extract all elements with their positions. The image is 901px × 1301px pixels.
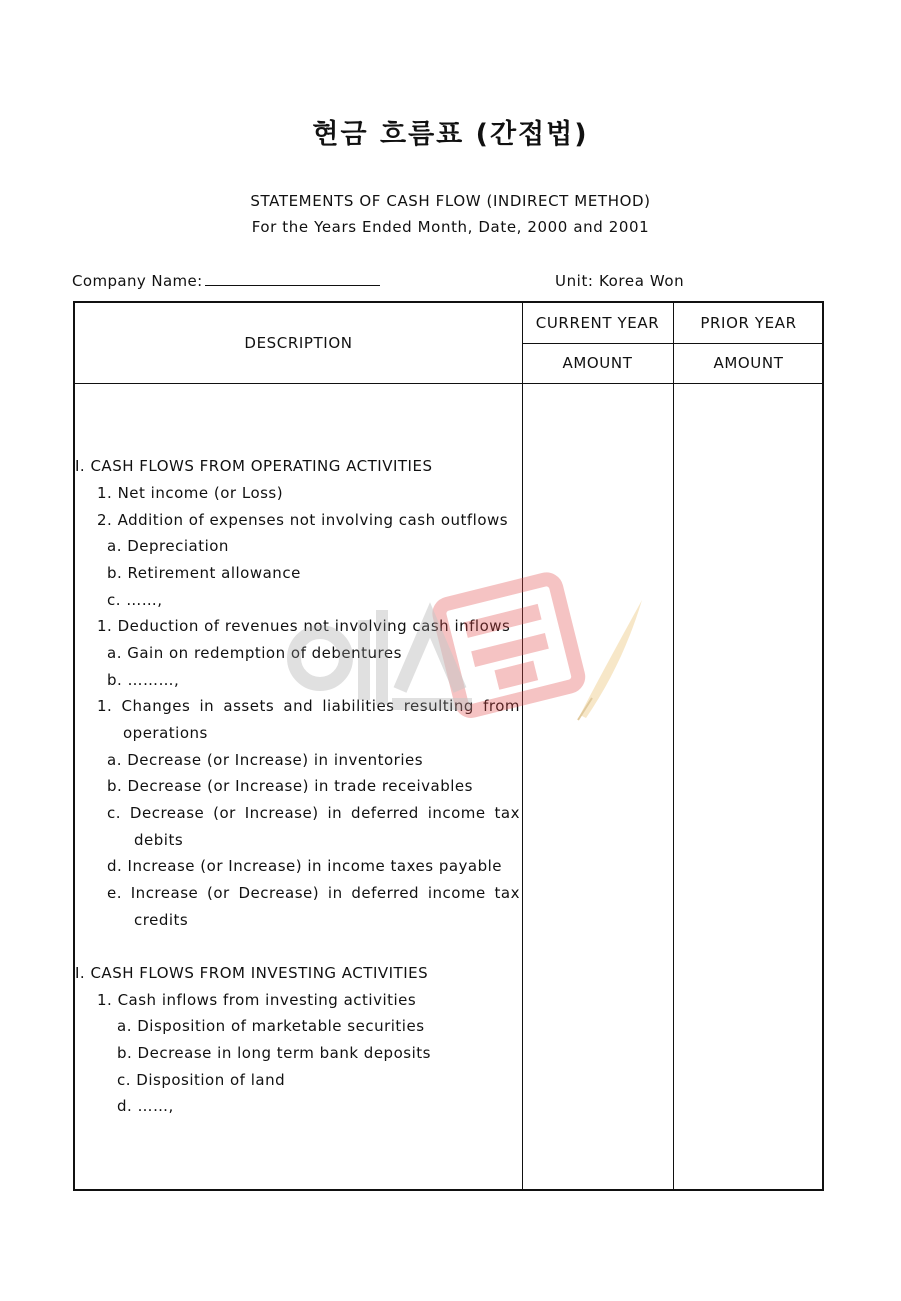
yesform-watermark-logo bbox=[280, 570, 660, 730]
prior-amount-header: AMOUNT bbox=[713, 354, 784, 372]
currency-unit: Unit: Korea Won bbox=[555, 272, 685, 290]
current-year-header: CURRENT YEAR bbox=[535, 314, 660, 332]
line-item: 2. Addition of expenses not involving cash outflows bbox=[97, 511, 509, 529]
statement-period: For the Years Ended Month, Date, 2000 and 2001 bbox=[251, 218, 650, 236]
prior-year-header: PRIOR YEAR bbox=[700, 314, 797, 332]
investing-section-heading: I. CASH FLOWS FROM INVESTING ACTIVITIES bbox=[75, 964, 429, 982]
line-item: 1. Cash inflows from investing activities bbox=[97, 991, 417, 1009]
line-item: e. Increase (or Decrease) in deferred income tax bbox=[107, 884, 520, 902]
line-item: 1. Changes in assets and liabilities resulting from bbox=[97, 697, 520, 715]
line-item: 1. Net income (or Loss) bbox=[97, 484, 284, 502]
line-item: b. Decrease in long term bank deposits bbox=[117, 1044, 431, 1062]
current-amount-header: AMOUNT bbox=[562, 354, 633, 372]
line-item: b. Retirement allowance bbox=[107, 564, 301, 582]
line-item: a. Disposition of marketable securities bbox=[117, 1017, 425, 1035]
line-item: b. ………, bbox=[107, 671, 180, 689]
line-item: c. Decrease (or Increase) in deferred income tax bbox=[107, 804, 520, 822]
document-title: 현금 흐름표 (간접법) bbox=[312, 119, 589, 150]
line-item: c. Disposition of land bbox=[117, 1071, 286, 1089]
line-item: b. Decrease (or Increase) in trade receivables bbox=[107, 777, 473, 795]
description-header: DESCRIPTION bbox=[244, 334, 353, 352]
operating-section-heading: I. CASH FLOWS FROM OPERATING ACTIVITIES bbox=[75, 457, 433, 475]
line-item: a. Gain on redemption of debentures bbox=[107, 644, 402, 662]
quill-icon bbox=[578, 600, 642, 720]
line-item: debits bbox=[134, 831, 184, 849]
line-item: 1. Deduction of revenues not involving cash inflows bbox=[97, 617, 511, 635]
line-item: d. ……, bbox=[117, 1097, 174, 1115]
line-item: credits bbox=[134, 911, 189, 929]
logo-red-box bbox=[437, 577, 580, 713]
line-item: c. ……, bbox=[107, 591, 163, 609]
company-name-label: Company Name: bbox=[72, 272, 203, 290]
line-item: d. Increase (or Increase) in income taxes payable bbox=[107, 857, 503, 875]
line-item: a. Decrease (or Increase) in inventories bbox=[107, 751, 424, 769]
statement-subtitle: STATEMENTS OF CASH FLOW (INDIRECT METHOD) bbox=[250, 192, 651, 210]
line-item: operations bbox=[123, 724, 208, 742]
line-item: a. Depreciation bbox=[107, 537, 229, 555]
